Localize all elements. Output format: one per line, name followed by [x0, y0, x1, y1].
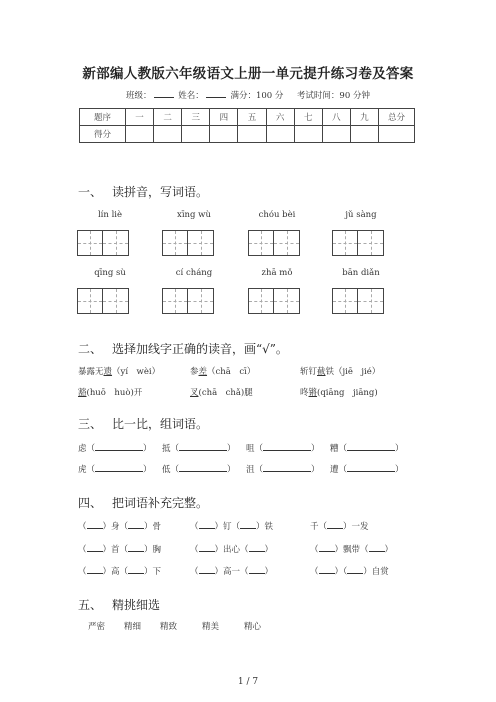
idiom-blank[interactable]: （ ）飘带（ ）	[310, 542, 393, 555]
idiom-blank[interactable]: （ ）身（ ）骨	[78, 519, 161, 532]
class-blank[interactable]	[154, 88, 174, 98]
word-blank[interactable]: 抵（ ）	[162, 441, 236, 454]
word-option: 严密	[88, 622, 106, 632]
idiom-blank[interactable]: （ ）高（ ）下	[78, 564, 161, 577]
exam-info	[0, 88, 496, 101]
reading-choice[interactable]: 叉(chā chǎ)腿	[190, 388, 253, 398]
pinyin: qīng sù	[94, 268, 126, 278]
score-cell[interactable]	[210, 126, 238, 143]
section-5-heading: 五、 精挑细选	[78, 598, 161, 612]
writing-grid[interactable]	[248, 288, 300, 314]
class-label: 班级：	[126, 91, 152, 101]
word-blank[interactable]: 糟（ ）	[330, 441, 404, 454]
pinyin: zhā mǒ	[261, 268, 293, 278]
score-header: 七	[294, 109, 322, 126]
writing-grid[interactable]	[77, 288, 129, 314]
pinyin: bān diǎn	[342, 268, 380, 278]
score-cell[interactable]	[266, 126, 294, 143]
idiom-blank[interactable]: （ ）高一（ ）	[190, 564, 273, 577]
score-header: 总分	[379, 109, 415, 126]
name-blank[interactable]	[206, 88, 226, 98]
score-header: 题序	[80, 109, 126, 126]
writing-grid[interactable]	[162, 288, 214, 314]
word-option: 精心	[244, 622, 262, 632]
score-cell[interactable]	[294, 126, 322, 143]
exam-time: 考试时间：90 分钟	[296, 91, 370, 101]
writing-grid[interactable]	[248, 230, 300, 256]
score-header: 三	[182, 109, 210, 126]
writing-grid[interactable]	[77, 230, 129, 256]
full-score: 满分：100 分	[230, 91, 284, 101]
pinyin: cí cháng	[175, 268, 213, 278]
word-blank[interactable]: 低（ ）	[162, 462, 236, 475]
writing-grid[interactable]	[332, 230, 384, 256]
word-blank[interactable]: 虑（ ）	[78, 441, 152, 454]
idiom-blank[interactable]: （ ）首（ ）胸	[78, 542, 161, 555]
reading-choice[interactable]: 豁(huō huò)开	[78, 388, 143, 398]
score-row-label: 得分	[80, 126, 126, 143]
score-cell[interactable]	[126, 126, 154, 143]
section-4-heading: 四、 把词语补充完整。	[78, 496, 209, 510]
score-header: 五	[238, 109, 266, 126]
reading-choice[interactable]: 参差（chā cī）	[190, 367, 256, 377]
page-title: 新部编人教版六年级语文上册一单元提升练习卷及答案	[82, 66, 414, 82]
score-cell[interactable]	[238, 126, 266, 143]
section-3-heading: 三、 比一比，组词语。	[78, 417, 209, 431]
idiom-blank[interactable]: （ ）钉（ ）铁	[190, 519, 273, 532]
section-1-heading: 一、 读拼音，写词语。	[78, 185, 209, 199]
score-cell[interactable]	[154, 126, 182, 143]
reading-choice[interactable]: 暴露无遗（yí wèi）	[78, 367, 161, 377]
score-cell[interactable]	[322, 126, 350, 143]
writing-grid[interactable]	[332, 288, 384, 314]
writing-grid[interactable]	[162, 230, 214, 256]
pinyin: lín liè	[97, 210, 123, 220]
idiom-blank[interactable]: （ ）出心（ ）	[190, 542, 273, 555]
page-number: 1 / 7	[237, 677, 259, 687]
name-label: 姓名：	[178, 91, 204, 101]
score-header: 八	[322, 109, 350, 126]
word-blank[interactable]: 沮（ ）	[246, 462, 320, 475]
score-table	[79, 108, 415, 143]
word-option: 精美	[202, 622, 220, 632]
idiom-blank[interactable]: （ ）（ ）自赏	[310, 564, 389, 577]
score-header: 一	[126, 109, 154, 126]
score-value-row	[80, 126, 415, 143]
score-cell[interactable]	[182, 126, 210, 143]
reading-choice[interactable]: 斩钉截铁（jiē jié）	[300, 367, 381, 377]
score-header: 二	[154, 109, 182, 126]
idiom-blank[interactable]: 千（ ）一发	[310, 519, 369, 532]
score-cell[interactable]	[350, 126, 378, 143]
section-2-heading: 二、 选择加线字正确的读音，画“√”。	[78, 342, 288, 356]
reading-choice[interactable]: 咚锵(qiāng jiāng)	[300, 388, 378, 398]
pinyin: jǔ sàng	[345, 210, 377, 220]
word-blank[interactable]: 咀（ ）	[246, 441, 320, 454]
word-blank[interactable]: 遭（ ）	[330, 462, 404, 475]
pinyin: chóu bèi	[258, 210, 296, 220]
score-header: 四	[210, 109, 238, 126]
score-cell[interactable]	[379, 126, 415, 143]
score-header: 九	[350, 109, 378, 126]
score-header: 六	[266, 109, 294, 126]
pinyin: xīng wù	[177, 210, 211, 220]
score-header-row	[80, 109, 415, 126]
word-option: 精致	[160, 622, 178, 632]
word-option: 精细	[124, 622, 142, 632]
word-blank[interactable]: 虎（ ）	[78, 462, 152, 475]
